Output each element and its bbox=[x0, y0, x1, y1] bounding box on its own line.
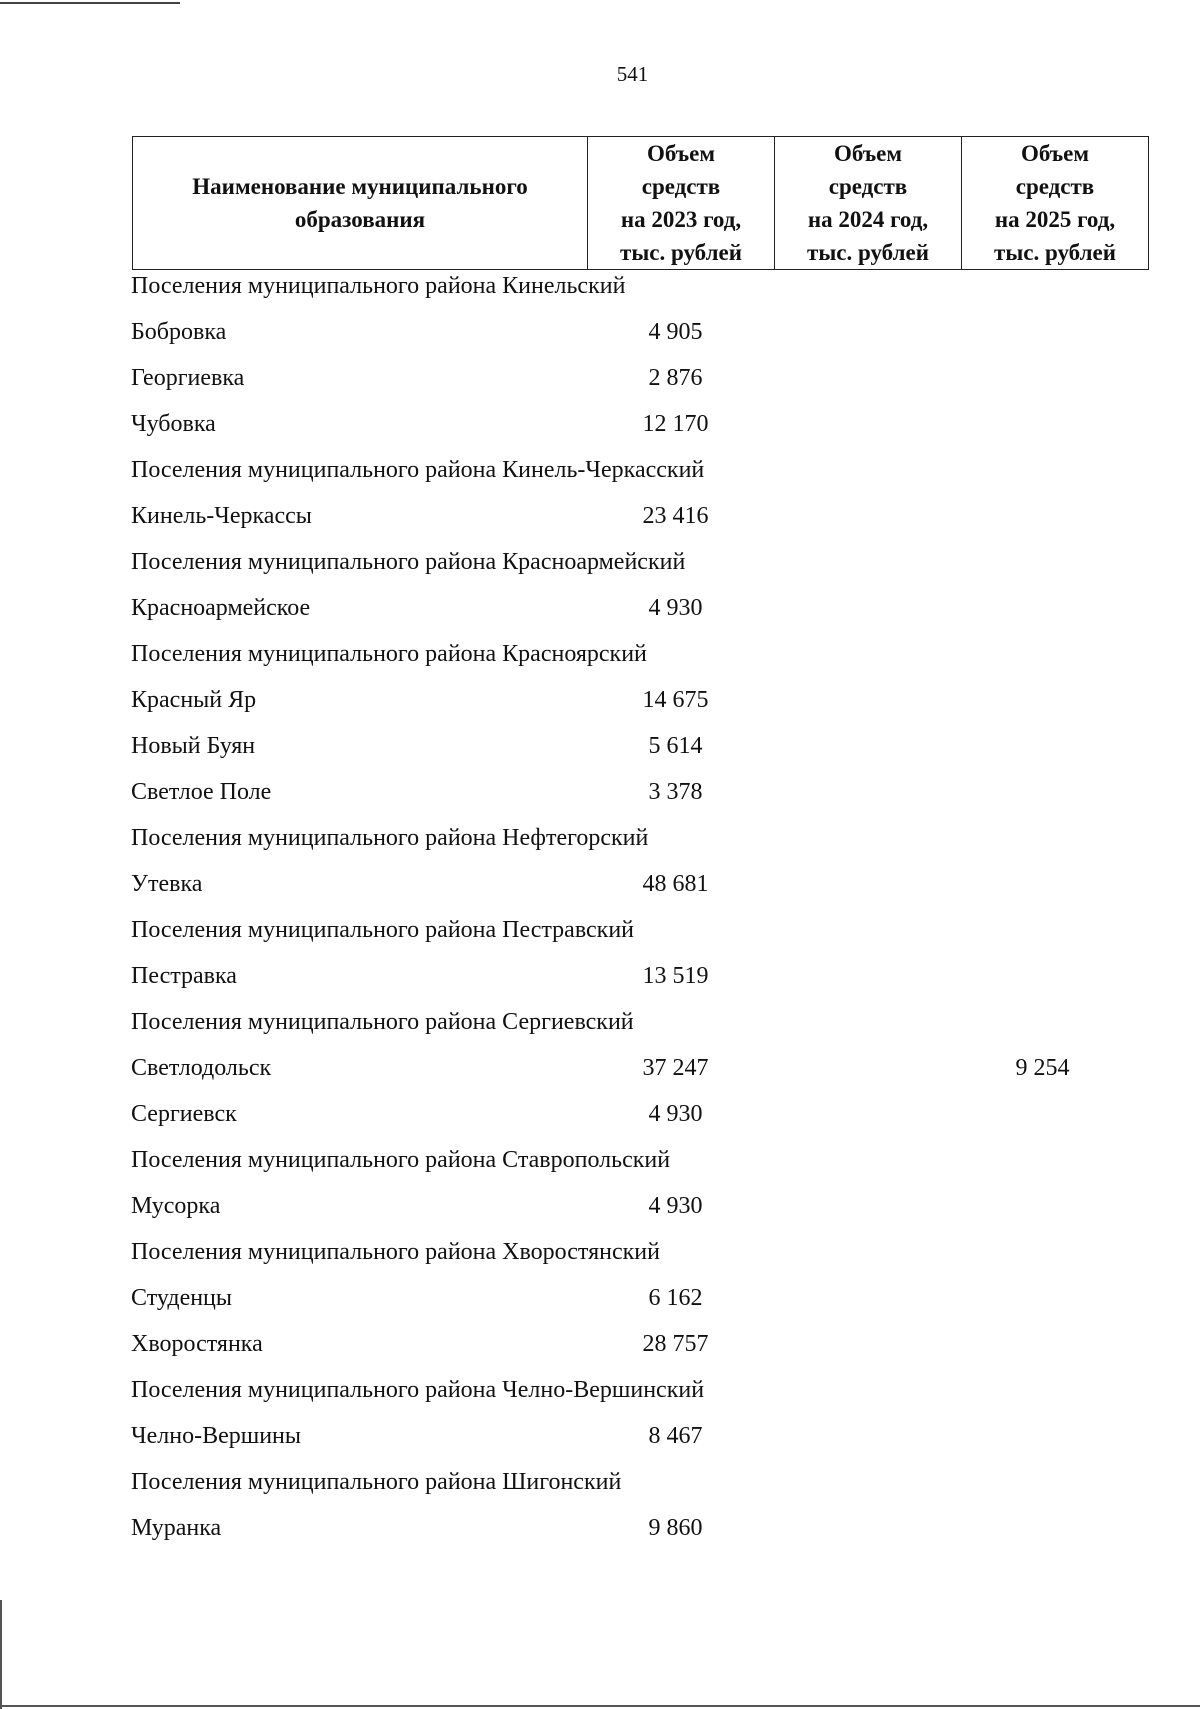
header-2024-line-4: тыс. рублей bbox=[807, 240, 929, 265]
header-2023-line-2: средств bbox=[641, 174, 721, 199]
scan-edge-top bbox=[0, 2, 180, 4]
group-row bbox=[0, 1002, 1200, 1048]
group-title: Поселения муниципального района Сергиевский bbox=[131, 1009, 634, 1035]
municipality-name: Хворостянка bbox=[131, 1331, 263, 1357]
header-2024-line-1: Объем bbox=[833, 141, 903, 166]
value-2023: 23 416 bbox=[642, 503, 709, 529]
table-row bbox=[0, 956, 1200, 1002]
value-2023: 28 757 bbox=[642, 1331, 709, 1357]
group-row bbox=[0, 910, 1200, 956]
table-body bbox=[0, 266, 1200, 1554]
table-row bbox=[0, 864, 1200, 910]
value-2023: 4 930 bbox=[648, 595, 703, 621]
header-2025-line-4: тыс. рублей bbox=[994, 240, 1116, 265]
municipality-name: Студенцы bbox=[131, 1285, 233, 1311]
municipality-name: Светлое Поле bbox=[131, 779, 272, 805]
group-title: Поселения муниципального района Челно-Вершинский bbox=[131, 1377, 705, 1403]
scan-edge-left bbox=[0, 1600, 2, 1709]
municipality-name: Светлодольск bbox=[131, 1055, 272, 1081]
group-row bbox=[0, 818, 1200, 864]
group-title: Поселения муниципального района Нефтегорский bbox=[131, 825, 649, 851]
table-row bbox=[0, 1094, 1200, 1140]
value-2023: 14 675 bbox=[642, 687, 709, 713]
municipality-name: Мусорка bbox=[131, 1193, 221, 1219]
municipality-name: Челно-Вершины bbox=[131, 1423, 302, 1449]
value-2023: 4 930 bbox=[648, 1193, 703, 1219]
header-2023-line-4: тыс. рублей bbox=[620, 240, 742, 265]
header-2024-line-3: на 2024 год, bbox=[807, 207, 929, 232]
table-row bbox=[0, 1186, 1200, 1232]
value-2025: 9 254 bbox=[1015, 1055, 1070, 1081]
table-row bbox=[0, 588, 1200, 634]
header-2023-line-1: Объем bbox=[646, 141, 716, 166]
value-2023: 9 860 bbox=[648, 1515, 703, 1541]
table-row bbox=[0, 772, 1200, 818]
header-2024-column bbox=[775, 137, 962, 270]
value-2023: 8 467 bbox=[648, 1423, 703, 1449]
value-2023: 6 162 bbox=[648, 1285, 703, 1311]
table-row bbox=[0, 726, 1200, 772]
group-title: Поселения муниципального района Красноармейский bbox=[131, 549, 686, 575]
value-2023: 4 905 bbox=[648, 319, 703, 345]
group-title: Поселения муниципального района Шигонский bbox=[131, 1469, 622, 1495]
group-title: Поселения муниципального района Хворостянский bbox=[131, 1239, 660, 1265]
group-title: Поселения муниципального района Пестравский bbox=[131, 917, 635, 943]
table-row bbox=[0, 312, 1200, 358]
municipality-name: Бобровка bbox=[131, 319, 227, 345]
table-row bbox=[0, 1416, 1200, 1462]
group-row bbox=[0, 1232, 1200, 1278]
value-2023: 3 378 bbox=[648, 779, 703, 805]
value-2023: 2 876 bbox=[648, 365, 703, 391]
header-2023-line-3: на 2023 год, bbox=[620, 207, 742, 232]
table-row bbox=[0, 1048, 1200, 1094]
header-2025-line-2: средств bbox=[1015, 174, 1095, 199]
table-row bbox=[0, 358, 1200, 404]
municipality-name: Красноармейское bbox=[131, 595, 311, 621]
group-row bbox=[0, 634, 1200, 680]
municipality-name: Новый Буян bbox=[131, 733, 256, 759]
value-2023: 12 170 bbox=[642, 411, 709, 437]
value-2023: 48 681 bbox=[642, 871, 709, 897]
header-2025-line-1: Объем bbox=[1020, 141, 1090, 166]
value-2023: 13 519 bbox=[642, 963, 709, 989]
table-row bbox=[0, 496, 1200, 542]
group-title: Поселения муниципального района Ставропольский bbox=[131, 1147, 671, 1173]
group-title: Поселения муниципального района Кинель-Черкасский bbox=[131, 457, 705, 483]
header-name-label: Наименование муниципального образования bbox=[192, 174, 528, 232]
group-title: Поселения муниципального района Кинельский bbox=[131, 273, 626, 299]
municipality-name: Георгиевка bbox=[131, 365, 245, 391]
table-row bbox=[0, 404, 1200, 450]
municipality-name: Муранка bbox=[131, 1515, 222, 1541]
group-row bbox=[0, 1140, 1200, 1186]
group-row bbox=[0, 1370, 1200, 1416]
header-2023-column bbox=[588, 137, 775, 270]
municipality-name: Сергиевск bbox=[131, 1101, 237, 1127]
group-row bbox=[0, 266, 1200, 312]
value-2023: 5 614 bbox=[648, 733, 703, 759]
header-2025-column bbox=[962, 137, 1149, 270]
page-number: 541 bbox=[616, 62, 649, 86]
scan-edge-bottom bbox=[0, 1705, 1200, 1707]
group-row bbox=[0, 450, 1200, 496]
table-row bbox=[0, 1508, 1200, 1554]
value-2023: 4 930 bbox=[648, 1101, 703, 1127]
municipality-name: Утевка bbox=[131, 871, 203, 897]
header-2024-line-2: средств bbox=[828, 174, 908, 199]
municipality-name: Красный Яр bbox=[131, 687, 257, 713]
group-title: Поселения муниципального района Красноярский bbox=[131, 641, 647, 667]
group-row bbox=[0, 542, 1200, 588]
table-row bbox=[0, 680, 1200, 726]
group-row bbox=[0, 1462, 1200, 1508]
header-name-column bbox=[133, 137, 588, 270]
municipality-name: Пестравка bbox=[131, 963, 237, 989]
municipality-name: Кинель-Черкассы bbox=[131, 503, 312, 529]
table-row bbox=[0, 1324, 1200, 1370]
municipality-name: Чубовка bbox=[131, 411, 216, 437]
header-2025-line-3: на 2025 год, bbox=[994, 207, 1116, 232]
table-row bbox=[0, 1278, 1200, 1324]
table-header bbox=[132, 136, 1149, 270]
value-2023: 37 247 bbox=[642, 1055, 709, 1081]
